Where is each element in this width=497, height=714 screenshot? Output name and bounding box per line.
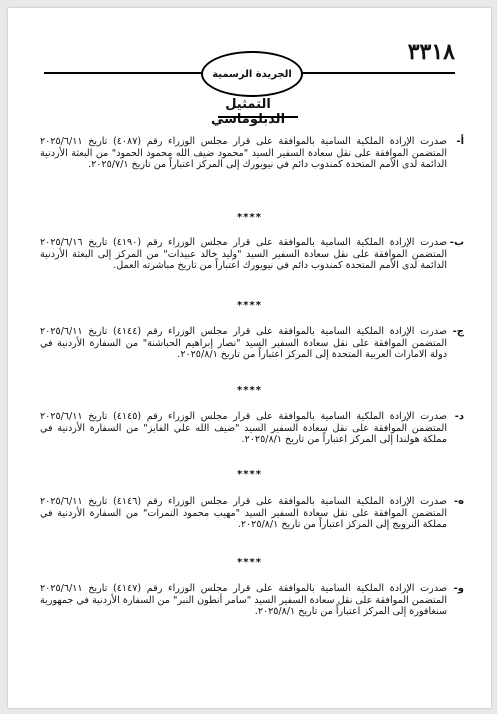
- item-text: صدرت الإرادة الملكية السامية بالموافقة على قرار مجلس الوزراء رقم (٤١٤٦) تاريخ ٢٠٢٥/٦/١١ المتضمن الموافقة على نقل سعادة السفير السيد "مهيب محمود النمرات" من السفارة الأردنية في مملكة النرويج إلى المركز اعتباراً من تاريخ ٢٠٢٥/٨/١.: [40, 496, 447, 530]
- decree-item-d: [40, 411, 464, 446]
- item-text: صدرت الإرادة الملكية السامية بالموافقة على قرار مجلس الوزراء رقم (٤١٤٤) تاريخ ٢٠٢٥/٦/١١ المتضمن الموافقة على نقل سعادة السفير السيد "نصار إبراهيم الحباشنة" من السفارة الأردنية في دولة الامارات العربية المتحدة إلى المركز اعتباراً من تاريخ ٢٠٢٥/٨/١.: [40, 326, 447, 360]
- decree-item-b: [40, 237, 464, 272]
- page-number: ٣٣١٨: [407, 39, 455, 65]
- separator-stars: ****: [237, 300, 262, 311]
- decree-item-c: [40, 326, 464, 361]
- page-header: [8, 38, 491, 98]
- item-letter: د-: [454, 411, 464, 422]
- decree-item-f: [40, 583, 464, 618]
- item-text: صدرت الإرادة الملكية السامية بالموافقة على قرار مجلس الوزراء رقم (٤١٤٥) تاريخ ٢٠٢٥/٦/١١ المتضمن الموافقة على نقل سعادة السفير السيد "ضيف الله علي الفايز" من السفارة الأردنية في مملكة هولندا إلى المركز اعتباراً من تاريخ ٢٠٢٥/٨/١.: [40, 411, 447, 445]
- item-letter: أ-: [456, 136, 464, 147]
- section-title-underline: [218, 116, 298, 118]
- gazette-label-oval: [201, 51, 303, 97]
- item-text: صدرت الإرادة الملكية السامية بالموافقة على قرار مجلس الوزراء رقم (٤٠٨٧) تاريخ ٢٠٢٥/٦/١١ المتضمن الموافقة على نقل سعادة السفير السيد "محمود ضيف الله محمود الحمود" من البعثة الأردنية الدائمة لدى الأمم المتحدة كمندوب دائم في نيويورك إلى المركز اعتباراً من تاريخ ٢٠٢٥/٧/١.: [40, 136, 447, 170]
- section-title: التمثيل الدبلوماسي: [210, 97, 286, 127]
- decree-item-a: [40, 136, 464, 171]
- item-letter: ب-: [449, 237, 464, 248]
- decree-item-e: [40, 496, 464, 531]
- item-text: صدرت الإرادة الملكية السامية بالموافقة على قرار مجلس الوزراء رقم (٤١٩٠) تاريخ ٢٠٢٥/٦/١٦ المتضمن الموافقة على نقل سعادة السفير السيد "وليد خالد عبيدات" من المركز إلى البعثة الأردنية الدائمة لدى الأمم المتحدة كمندوب دائم في نيويورك اعتباراً من تاريخ مباشرته العمل.: [40, 237, 447, 271]
- item-text: صدرت الإرادة الملكية السامية بالموافقة على قرار مجلس الوزراء رقم (٤١٤٧) تاريخ ٢٠٢٥/٦/١١ المتضمن الموافقة على نقل سعادة السفير السيد "سامر أنطون النبر" من السفارة الأردنية في جمهورية سنغافورة إلى المركز اعتباراً من تاريخ ٢٠٢٥/٨/١.: [40, 583, 447, 617]
- item-letter: ه-: [453, 496, 464, 507]
- gazette-label: الجريدة الرسمية: [212, 68, 292, 80]
- separator-stars: ****: [237, 385, 262, 396]
- separator-stars: ****: [237, 469, 262, 480]
- document-page: [8, 8, 491, 708]
- item-letter: ج-: [452, 326, 464, 337]
- separator-stars: ****: [237, 557, 262, 568]
- separator-stars: ****: [237, 212, 262, 223]
- item-letter: و-: [453, 583, 464, 594]
